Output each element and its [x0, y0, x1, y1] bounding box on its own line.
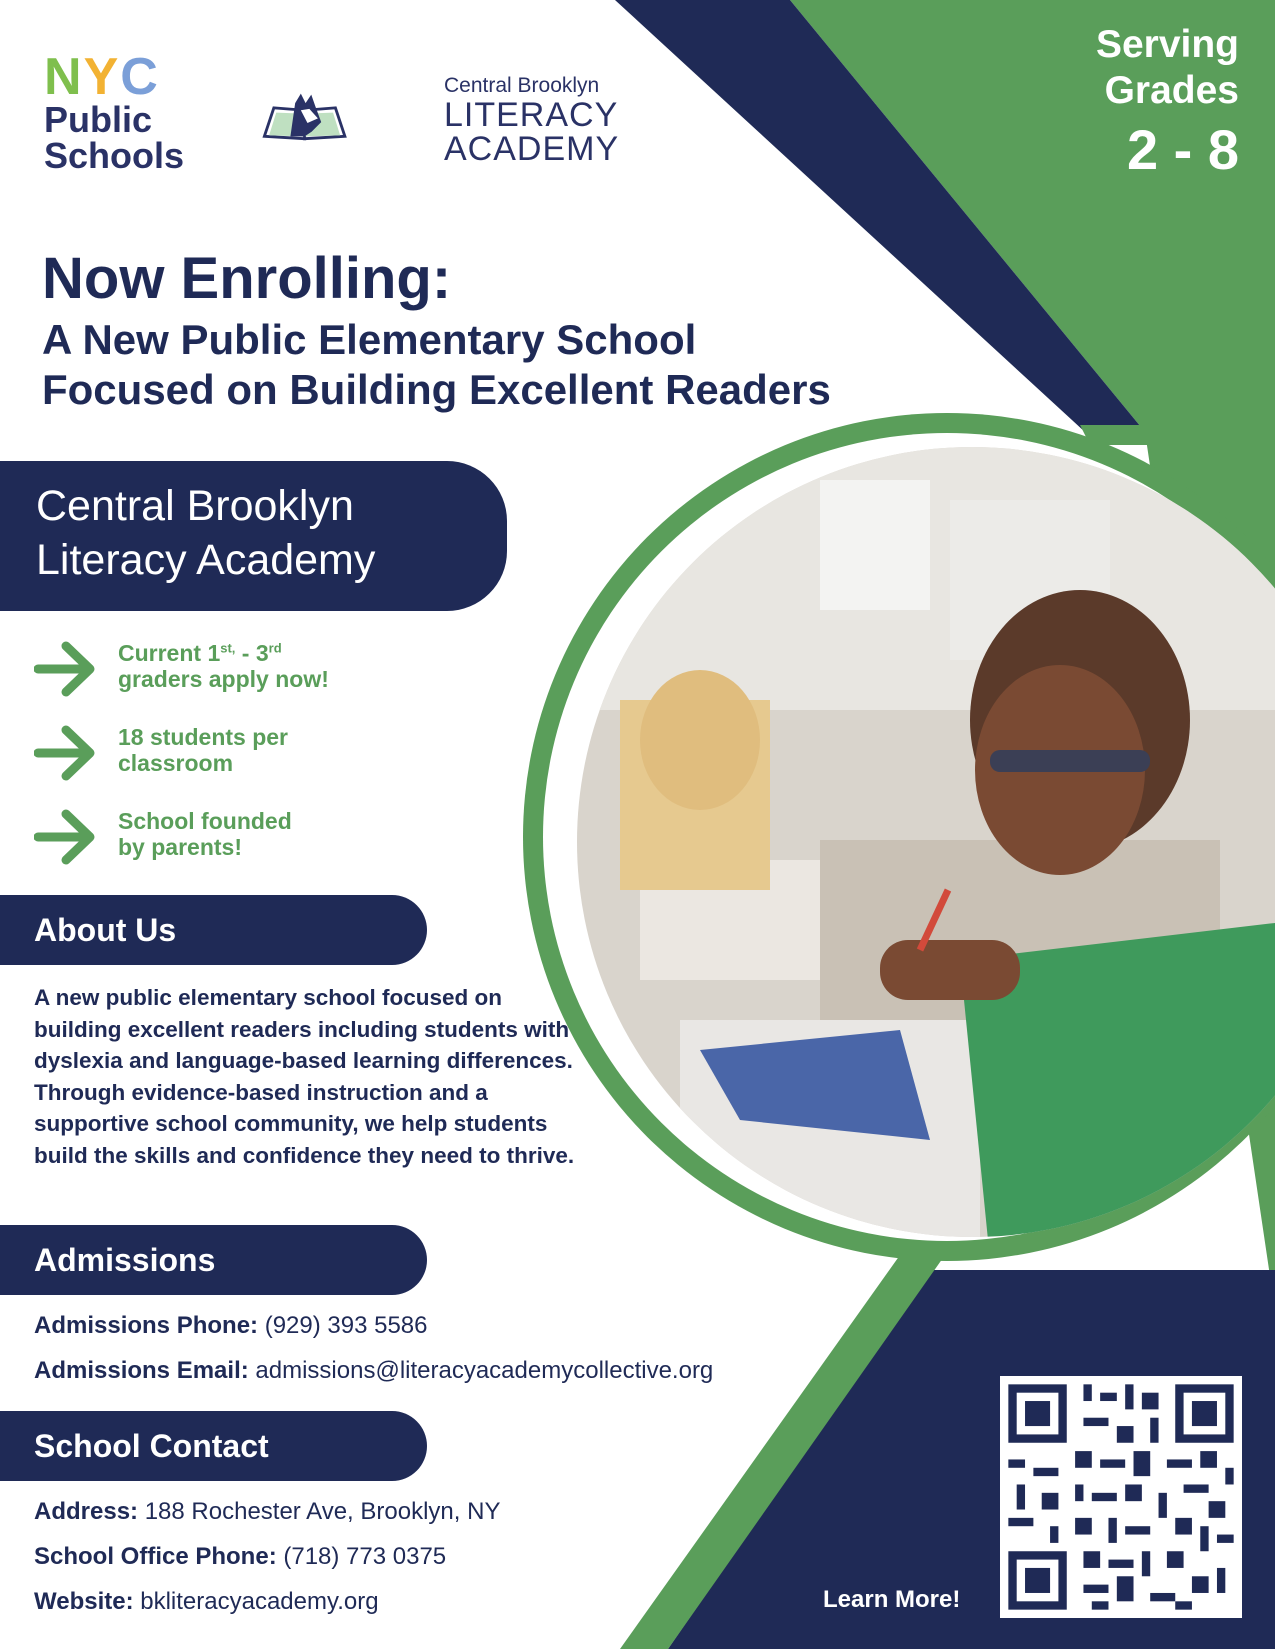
bullet-text: 18 students per classroom — [118, 724, 288, 776]
grades-line1: Serving — [1095, 23, 1239, 66]
arrow-right-icon — [34, 808, 96, 866]
school-name-line1: Central Brooklyn — [36, 482, 354, 530]
office-phone-line: School Office Phone: (718) 773 0375 — [34, 1543, 447, 1570]
bullet-item — [34, 808, 454, 878]
admissions-heading: Admissions — [0, 1225, 427, 1295]
admissions-phone-line: Admissions Phone: (929) 393 5586 — [34, 1312, 428, 1339]
nyc-logo-line1: Public — [44, 99, 153, 140]
academy-logo-line1: LITERACY — [444, 96, 619, 134]
academy-logo-text — [444, 74, 619, 166]
bullet-text: Current $1^{st,} - 3rd$ graders apply now! — [118, 640, 329, 692]
school-contact-heading: School Contact — [0, 1411, 427, 1481]
academy-logo-small: Central Brooklyn — [444, 74, 600, 97]
admissions-email-line: Admissions Email: admissions@literacyacademycollective.org — [34, 1357, 714, 1384]
school-name-line2: Literacy Academy — [36, 536, 376, 584]
school-name-banner — [0, 461, 507, 611]
academy-logo-line2: ACADEMY — [444, 130, 620, 168]
bullet-text: School founded by parents! — [118, 808, 292, 860]
website-link[interactable]: bkliteracyacademy.org — [133, 1588, 379, 1615]
nyc-public-schools-logo — [44, 48, 204, 176]
admissions-phone[interactable]: (929) 393 5586 — [258, 1312, 428, 1339]
admissions-email-link[interactable]: admissions@literacyacademycollective.org — [248, 1357, 714, 1384]
qr-code[interactable] — [1000, 1376, 1242, 1618]
grades-line2: Grades — [1104, 69, 1239, 112]
office-phone[interactable]: (718) 773 0375 — [276, 1543, 447, 1570]
serving-grades — [1096, 22, 1239, 184]
nyc-logo-line2: Schools — [44, 135, 185, 176]
bullet-item — [34, 640, 454, 710]
address-value: 188 Rochester Ave, Brooklyn, NY — [138, 1498, 501, 1525]
headline-subtitle-line1: A New Public Elementary School — [42, 316, 697, 363]
qr-code-icon — [1000, 1376, 1242, 1618]
headline-title: Now Enrolling: — [42, 246, 452, 311]
address-line: Address: 188 Rochester Ave, Brooklyn, NY — [34, 1498, 501, 1525]
about-body: A new public elementary school focused on building excellent readers including students with dyslexia and language-based learning differences. Through evidence-based instruction and a supportive school community, we help students build the skills and confidence they need to thrive. — [34, 985, 575, 1168]
academy-logo-wolf-book — [262, 60, 442, 170]
grades-range: 2 - 8 — [1126, 118, 1239, 181]
learn-more-label: Learn More! — [823, 1586, 961, 1613]
nyc-logo-mark: NYC — [44, 48, 160, 106]
about-heading: About Us — [0, 895, 427, 965]
headline-subtitle-line2: Focused on Building Excellent Readers — [42, 366, 831, 413]
arrow-right-icon — [34, 724, 96, 782]
arrow-right-icon — [34, 640, 96, 698]
headline-subtitle — [42, 315, 942, 415]
website-line: Website: bkliteracyacademy.org — [34, 1588, 379, 1615]
bullet-item — [34, 724, 454, 794]
